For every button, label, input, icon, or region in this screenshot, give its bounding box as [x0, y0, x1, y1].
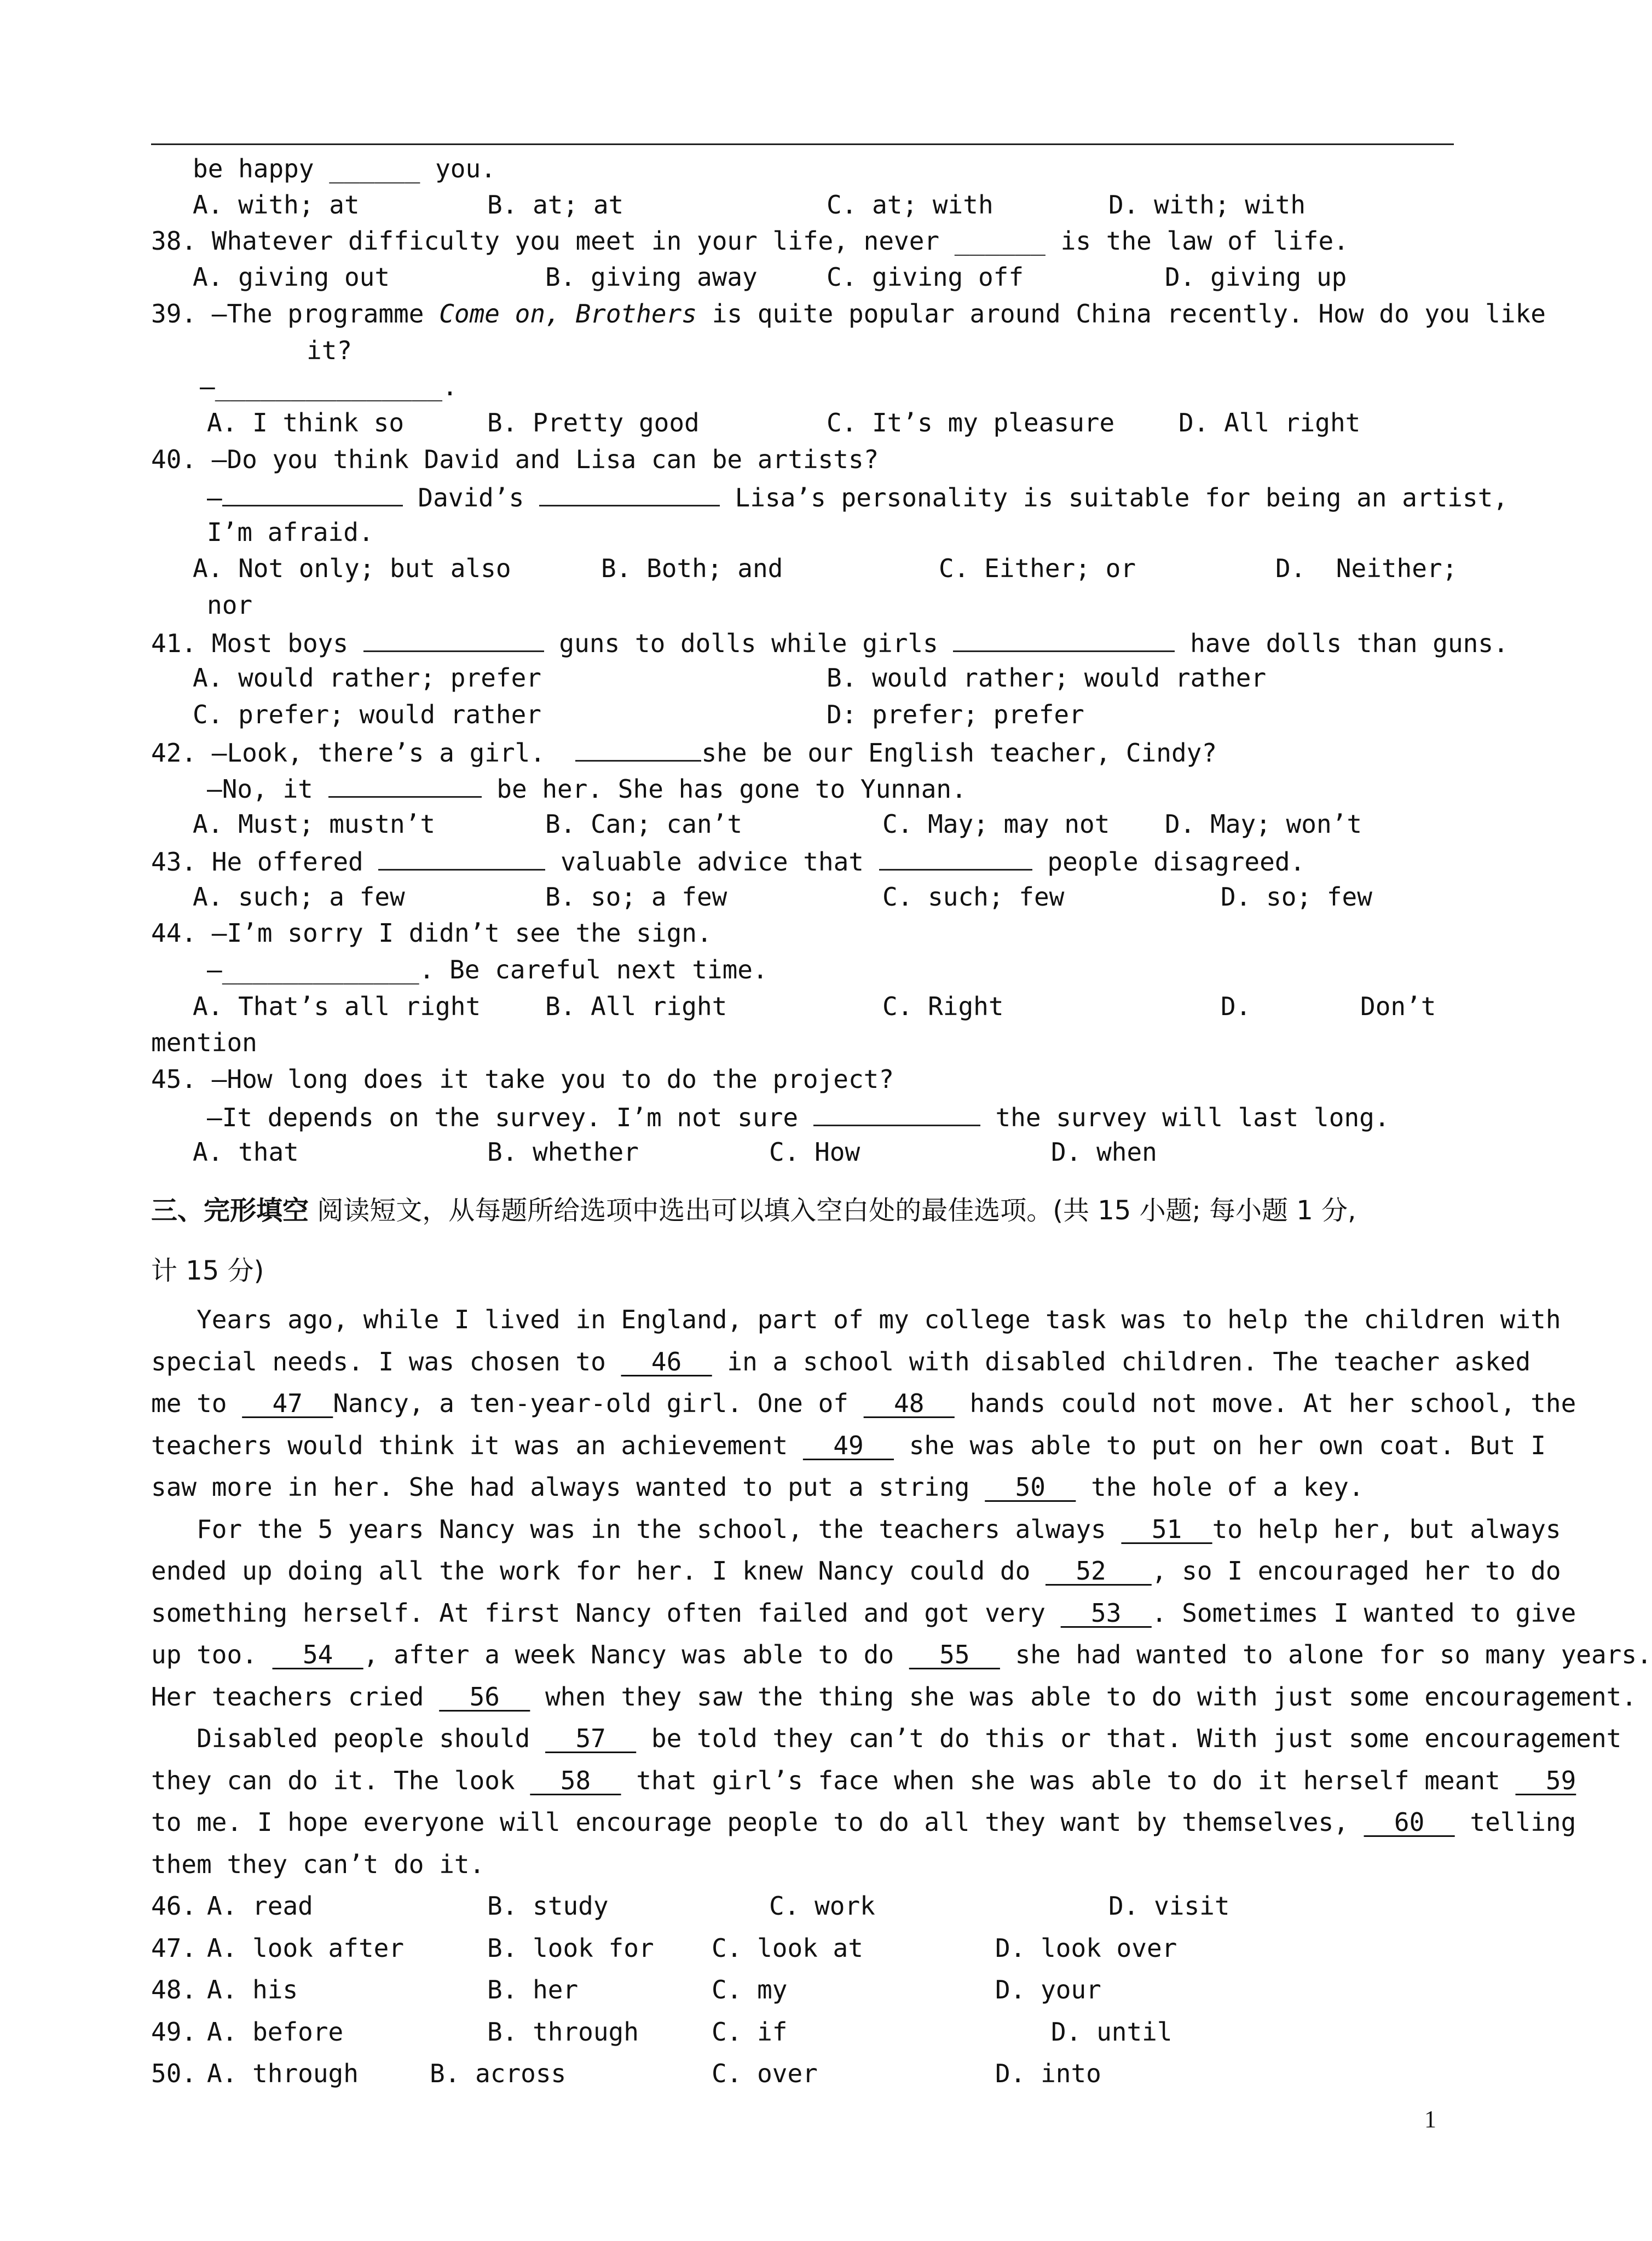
passage-text: up too. — [151, 1640, 273, 1669]
blank-53: 53 — [1060, 1598, 1152, 1628]
q41-option-d: D: prefer; prefer — [827, 700, 1084, 729]
choice-50-num: 50. — [151, 2059, 197, 2088]
q40-option-b: B. Both; and — [601, 554, 783, 583]
q41-part-1: 41. Most boys — [151, 629, 363, 658]
q44-option-c: C. Right — [882, 992, 1004, 1021]
choice-49-num: 49. — [151, 2017, 197, 2047]
passage-line-5 — [151, 1471, 1364, 1503]
q45-part-2: the survey will last long. — [980, 1103, 1390, 1132]
q38-option-a: A. giving out — [193, 262, 390, 292]
q41-option-c: C. prefer; would rather — [193, 700, 541, 729]
q42-option-b: B. Can; can’t — [545, 809, 743, 839]
passage-line-9 — [151, 1638, 1652, 1671]
choice-50-c: C. over — [712, 2059, 818, 2088]
q39-num: 39. —The programme — [151, 299, 440, 329]
choice-49-b: B. through — [487, 2017, 639, 2047]
choice-50-d: D. into — [995, 2059, 1101, 2088]
passage-line-2 — [151, 1345, 1530, 1378]
passage-text: ended up doing all the work for her. I knew Nancy could do — [151, 1556, 1046, 1586]
choice-49-d: D. until — [1051, 2017, 1172, 2047]
passage-text: be told they can’t do this or that. With just some encouragement — [636, 1724, 1622, 1753]
blank-48: 48 — [863, 1389, 955, 1418]
q37-option-a: A. with; at — [193, 190, 360, 220]
q42-part-1: 42. —Look, there’s a girl. — [151, 738, 576, 768]
q41-blank-1 — [363, 625, 544, 652]
q39-option-b: B. Pretty good — [487, 408, 700, 437]
passage-line-14: them they can’t do it. — [151, 1850, 485, 1879]
passage-text: telling — [1454, 1807, 1576, 1837]
q44-option-d: D. — [1221, 992, 1251, 1021]
q41-option-b: B. would rather; would rather — [827, 663, 1267, 693]
choice-49-a: A. before — [207, 2017, 344, 2047]
choice-46-a: A. read — [207, 1891, 313, 1921]
q44-option-a: A. That’s all right — [193, 992, 481, 1021]
q40-option-c: C. Either; or — [939, 554, 1136, 583]
q42-reply — [207, 771, 967, 805]
q45-option-c: C. How — [769, 1137, 860, 1167]
q40-blank-2 — [539, 480, 720, 506]
q40-lisa: Lisa’s personality is suitable for being an artist, — [719, 483, 1509, 512]
q40-blank-1 — [222, 480, 403, 506]
q39-answer: —_______________. — [200, 372, 458, 401]
section-3-heading — [151, 1194, 1356, 1228]
choice-50-b: B. across — [430, 2059, 567, 2088]
passage-text: special needs. I was chosen to — [151, 1347, 621, 1376]
q39-stem — [151, 297, 1546, 330]
header-rule — [151, 143, 1454, 145]
q41-blank-2 — [953, 625, 1175, 652]
q45-option-d: D. when — [1051, 1137, 1157, 1167]
q40-option-d: D. Neither; — [1275, 554, 1458, 583]
q39-option-c: C. It’s my pleasure — [827, 408, 1115, 437]
choice-47-d: D. look over — [995, 1933, 1177, 1963]
q43-option-b: B. so; a few — [545, 882, 727, 912]
passage-text: Disabled people should — [151, 1724, 546, 1753]
choice-47-a: A. look after — [207, 1933, 405, 1963]
passage-text: , so I encouraged her to do — [1151, 1556, 1561, 1586]
passage-text: in a school with disabled children. The teacher asked — [712, 1347, 1531, 1376]
q38-option-b: B. giving away — [545, 262, 758, 292]
q40-wrap: nor — [207, 590, 253, 620]
passage-text: when they saw the thing she was able to do with just some encouragement. — [530, 1682, 1637, 1712]
q40-stem: 40. —Do you think David and Lisa can be artists? — [151, 445, 879, 474]
q43-part-1: 43. He offered — [151, 847, 379, 877]
passage-line-6 — [151, 1513, 1561, 1546]
q37-option-c: C. at; with — [827, 190, 993, 220]
blank-52: 52 — [1045, 1556, 1152, 1586]
passage-text: For the 5 years Nancy was in the school, the teachers always — [151, 1514, 1122, 1544]
q39-option-a: A. I think so — [207, 408, 405, 437]
q40-option-a: A. Not only; but also — [193, 554, 511, 583]
blank-57: 57 — [545, 1724, 637, 1753]
choice-46-num: 46. — [151, 1891, 197, 1921]
choice-47-b: B. look for — [487, 1933, 654, 1963]
blank-58: 58 — [530, 1766, 621, 1795]
q41-part-2: guns to dolls while girls — [544, 629, 954, 658]
passage-text: hands could not move. At her school, the — [954, 1389, 1576, 1418]
q43-blank-2 — [879, 844, 1032, 871]
q42-option-a: A. Must; mustn’t — [193, 809, 436, 839]
q44-wrap: mention — [151, 1028, 257, 1057]
q42-part-4: be her. She has gone to Yunnan. — [481, 774, 967, 804]
blank-50: 50 — [985, 1472, 1076, 1502]
q42-part-2: she be our English teacher, Cindy? — [701, 738, 1217, 768]
q41-part-3: have dolls than guns. — [1175, 629, 1509, 658]
page-number: 1 — [1424, 2106, 1436, 2133]
blank-60: 60 — [1364, 1807, 1455, 1837]
blank-59: 59 — [1515, 1766, 1576, 1795]
q44-answer: —_____________. Be careful next time. — [207, 955, 768, 984]
passage-text: she had wanted to alone for so many years. — [1000, 1640, 1652, 1669]
choice-48-b: B. her — [487, 1975, 579, 2004]
q44-stem: 44. —I’m sorry I didn’t see the sign. — [151, 918, 712, 948]
q42-part-3: —No, it — [207, 774, 328, 804]
q43-stem — [151, 844, 1305, 878]
passage-text: to me. I hope everyone will encourage people to do all they want by themselves, — [151, 1807, 1364, 1837]
q42-blank-1 — [575, 735, 701, 762]
q42-blank-2 — [328, 771, 482, 798]
blank-55: 55 — [909, 1640, 1000, 1669]
q44-option-d-text: Don’t — [1360, 992, 1436, 1021]
passage-line-8 — [151, 1597, 1576, 1629]
q37-option-b: B. at; at — [487, 190, 624, 220]
q43-option-a: A. such; a few — [193, 882, 405, 912]
passage-text: saw more in her. She had always wanted to put a string — [151, 1472, 985, 1502]
passage-text: Nancy, a ten-year-old girl. One of — [333, 1389, 864, 1418]
choice-47-c: C. look at — [712, 1933, 863, 1963]
q45-stem: 45. —How long does it take you to do the project? — [151, 1064, 894, 1094]
choice-46-b: B. study — [487, 1891, 609, 1921]
q45-option-a: A. that — [193, 1137, 299, 1167]
q43-option-c: C. such; few — [882, 882, 1065, 912]
passage-text: me to — [151, 1389, 242, 1418]
passage-text: , after a week Nancy was able to do — [363, 1640, 909, 1669]
choice-46-d: D. visit — [1108, 1891, 1230, 1921]
choice-46-c: C. work — [769, 1891, 875, 1921]
q43-part-2: valuable advice that — [545, 847, 879, 877]
q39-title: Come on, Brothers — [439, 299, 697, 329]
blank-56: 56 — [439, 1682, 530, 1712]
passage-text: the hole of a key. — [1076, 1472, 1364, 1502]
passage-line-10 — [151, 1680, 1637, 1713]
choice-50-a: A. through — [207, 2059, 359, 2088]
q45-reply — [207, 1099, 1390, 1134]
passage-text: something herself. At first Nancy often failed and got very — [151, 1598, 1061, 1628]
q43-part-3: people disagreed. — [1032, 847, 1306, 877]
section-3-instruction: 阅读短文，从每题所给选项中选出可以填入空白处的最佳选项。(共 15 小题; 每小题 1 分, — [309, 1195, 1356, 1226]
choice-47-num: 47. — [151, 1933, 197, 1963]
q41-option-a: A. would rather; prefer — [193, 663, 541, 693]
passage-text: to help her, but always — [1212, 1514, 1561, 1544]
passage-text: she was able to put on her own coat. But I — [894, 1431, 1546, 1460]
passage-line-4 — [151, 1429, 1546, 1462]
q45-option-b: B. whether — [487, 1137, 639, 1167]
q37-tail: be happy ______ you. — [193, 154, 496, 183]
passage-text: Her teachers cried — [151, 1682, 440, 1712]
q40-afraid: I’m afraid. — [207, 517, 374, 547]
choice-48-a: A. his — [207, 1975, 298, 2004]
q38-option-c: C. giving off — [827, 262, 1024, 292]
q43-option-d: D. so; few — [1221, 882, 1372, 912]
q39-rest: is quite popular around China recently. How do you like — [697, 299, 1546, 329]
q40-dash: — — [207, 483, 222, 512]
choice-49-c: C. if — [712, 2017, 788, 2047]
q38-stem: 38. Whatever difficulty you meet in your life, never ______ is the law of life. — [151, 226, 1349, 256]
blank-49: 49 — [802, 1431, 894, 1460]
q39-cont: it? — [307, 336, 353, 365]
choice-48-c: C. my — [712, 1975, 788, 2004]
passage-text: teachers would think it was an achievement — [151, 1431, 803, 1460]
blank-46: 46 — [621, 1347, 712, 1376]
q37-option-d: D. with; with — [1108, 190, 1306, 220]
q45-part-1: —It depends on the survey. I’m not sure — [207, 1103, 813, 1132]
q44-option-b: B. All right — [545, 992, 727, 1021]
passage-line-3 — [151, 1387, 1576, 1420]
q40-answer-line — [207, 480, 1508, 514]
q42-stem — [151, 735, 1217, 769]
passage-line-12 — [151, 1764, 1576, 1797]
blank-47: 47 — [242, 1389, 333, 1418]
passage-text: they can do it. The look — [151, 1766, 530, 1795]
passage-line-13 — [151, 1806, 1576, 1839]
passage-text: that girl’s face when she was able to do it herself meant — [621, 1766, 1516, 1795]
q40-david: David’s — [402, 483, 539, 512]
q38-option-d: D. giving up — [1165, 262, 1347, 292]
passage-line-11 — [151, 1722, 1621, 1755]
section-3-points: 计 15 分) — [151, 1255, 264, 1286]
q43-blank-1 — [378, 844, 545, 871]
q45-blank — [813, 1099, 980, 1126]
section-3-title: 三、完形填空 — [151, 1195, 309, 1226]
passage-line-7 — [151, 1554, 1561, 1587]
q42-option-c: C. May; may not — [882, 809, 1110, 839]
q41-stem — [151, 625, 1509, 660]
passage-line-1: Years ago, while I lived in England, part of my college task was to help the children with — [151, 1305, 1561, 1334]
passage-text: . Sometimes I wanted to give — [1151, 1598, 1576, 1628]
blank-51: 51 — [1121, 1514, 1212, 1544]
q39-option-d: D. All right — [1179, 408, 1361, 437]
choice-48-num: 48. — [151, 1975, 197, 2004]
q42-option-d: D. May; won’t — [1165, 809, 1362, 839]
choice-48-d: D. your — [995, 1975, 1101, 2004]
blank-54: 54 — [272, 1640, 363, 1669]
